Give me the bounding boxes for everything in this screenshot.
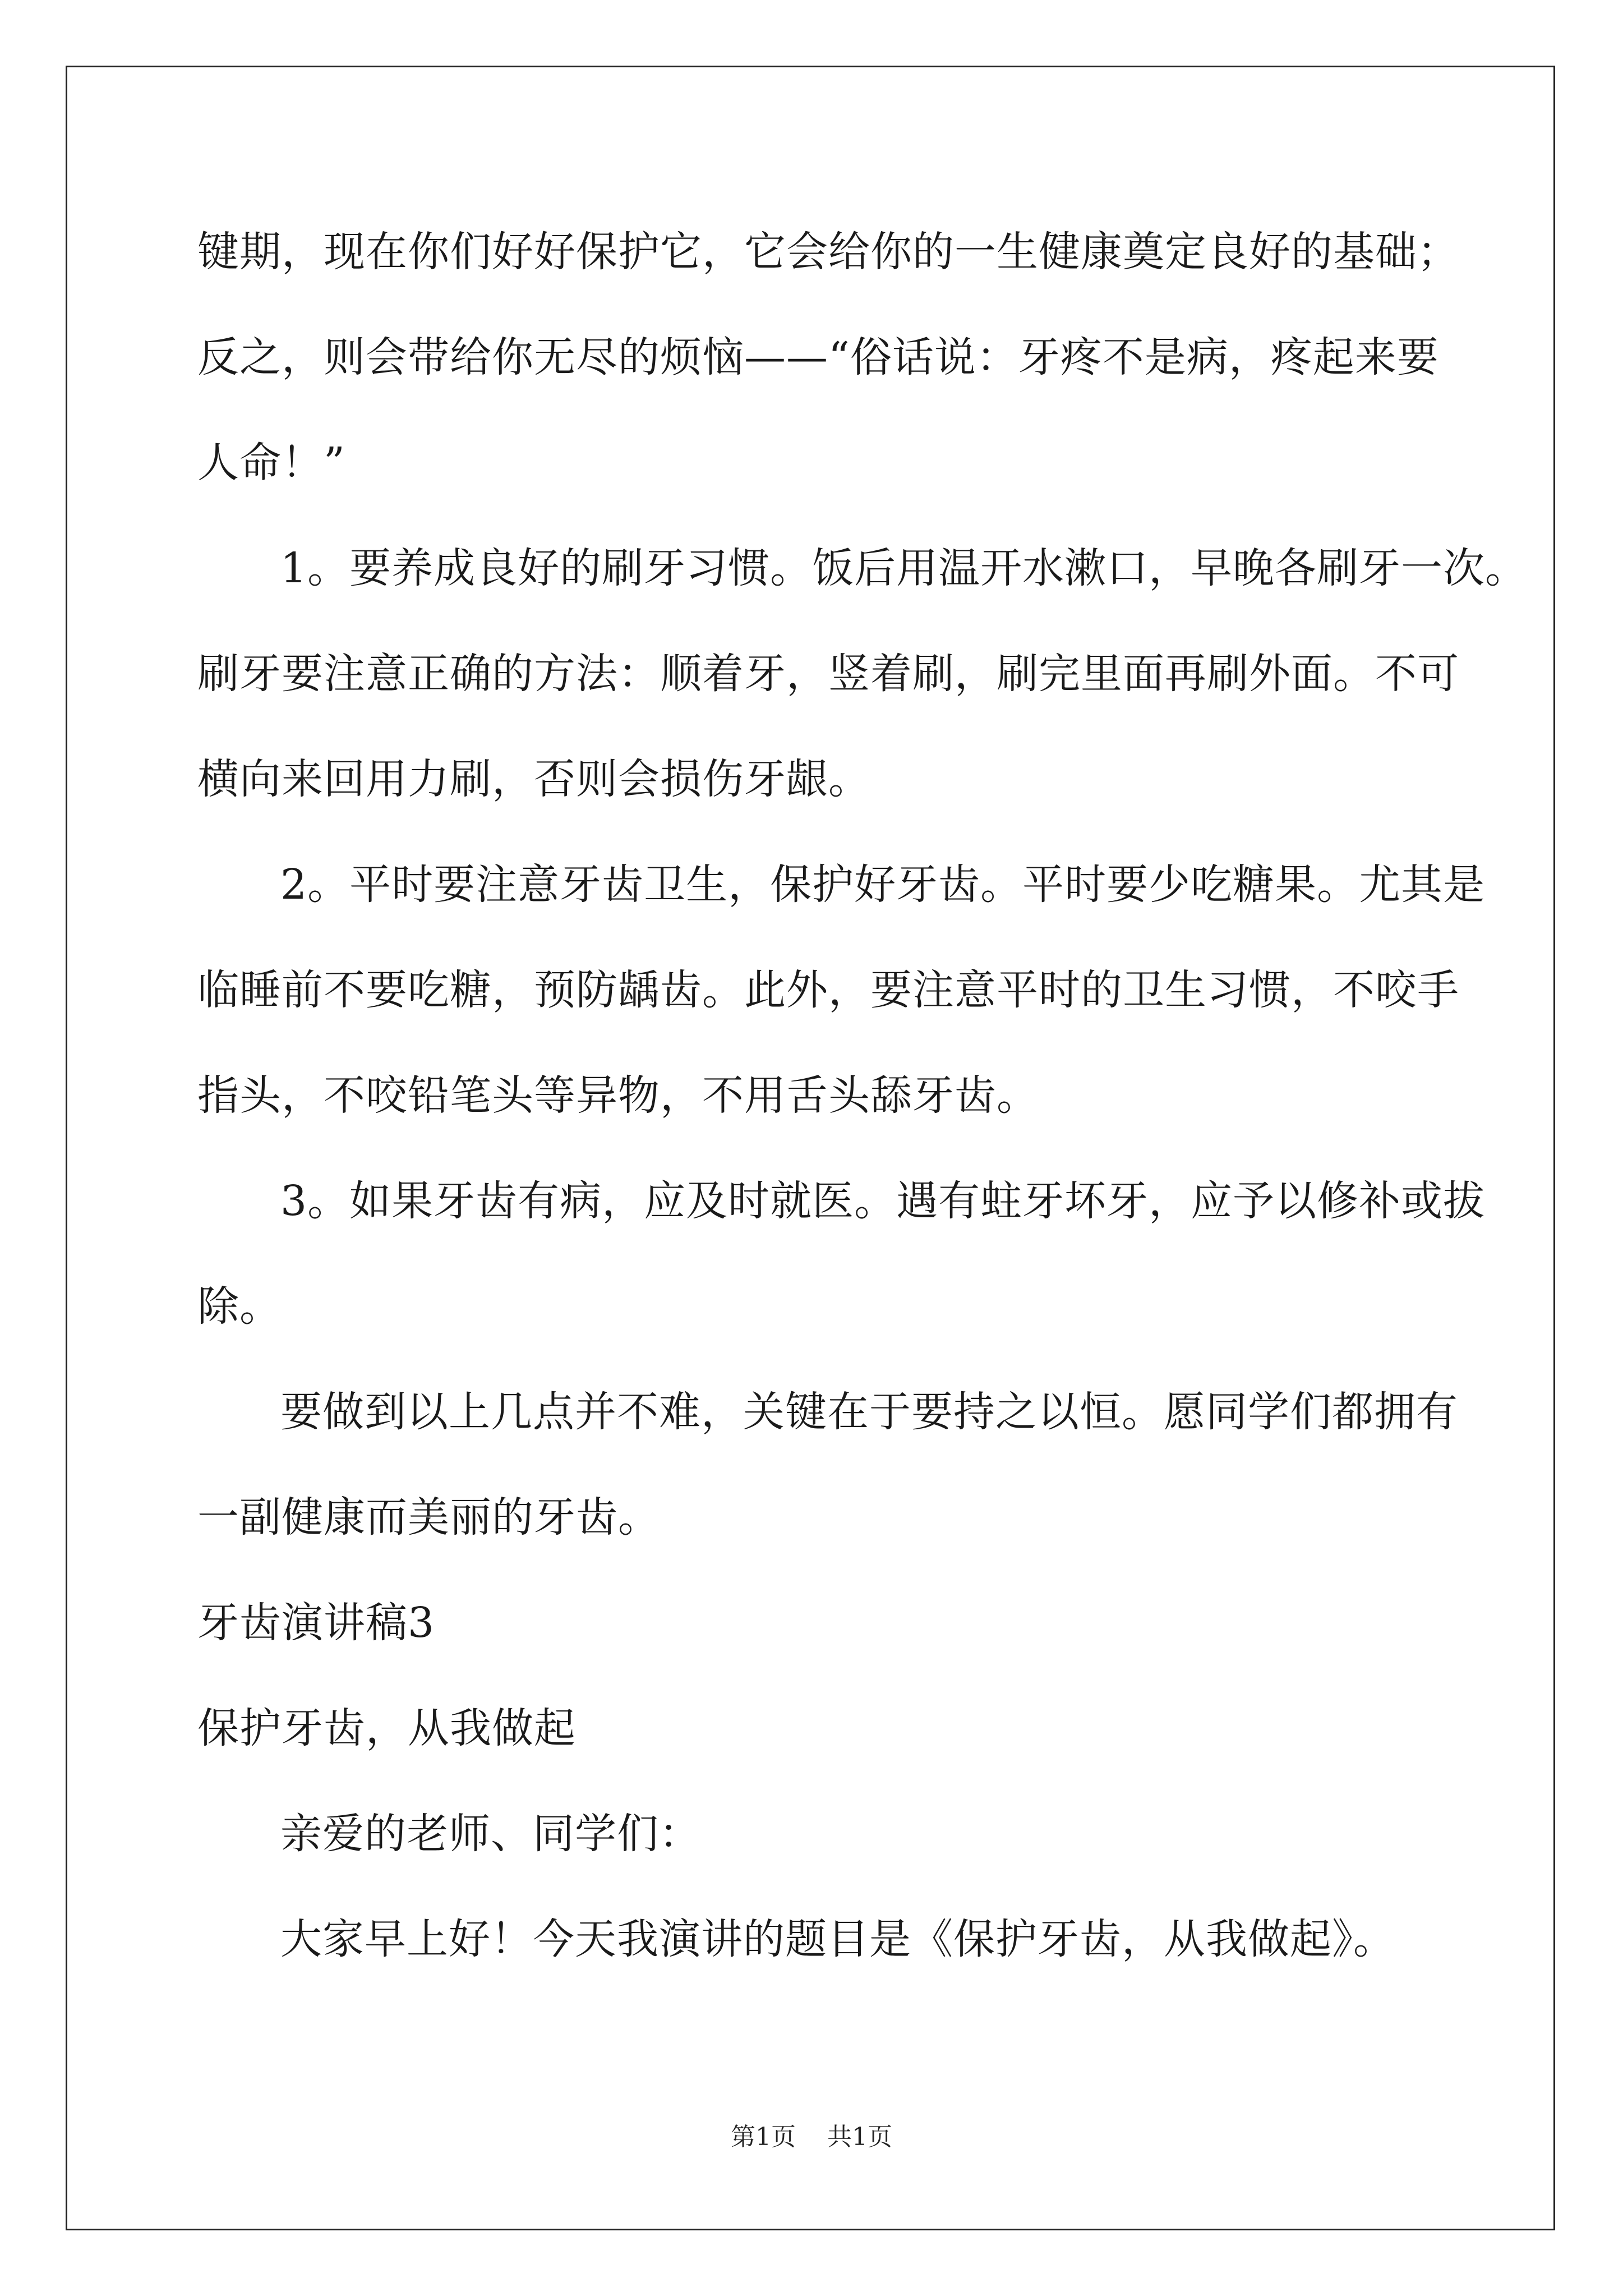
text-line-11: 除。 <box>197 1282 282 1331</box>
page-number-current: 第1页 <box>731 2123 796 2151</box>
text-line-1: 键期，现在你们好好保护它，它会给你的一生健康奠定良好的基础； <box>197 228 1459 276</box>
page-number-total: 共1页 <box>827 2123 892 2151</box>
text-line-5: 刷牙要注意正确的方法：顺着牙，竖着刷，刷完里面再刷外面。不可 <box>197 650 1459 698</box>
text-line-12: 要做到以上几点并不难，关键在于要持之以恒。愿同学们都拥有 <box>280 1388 1458 1436</box>
text-line-9: 指头，不咬铅笔头等异物，不用舌头舔牙齿。 <box>197 1071 1039 1120</box>
document-body <box>197 199 1528 1992</box>
text-line-7: 2。平时要注意牙齿卫生，保护好牙齿。平时要少吃糖果。尤其是 <box>280 861 1486 909</box>
text-line-8: 临睡前不要吃糖，预防龋齿。此外，要注意平时的卫生习惯，不咬手 <box>197 966 1459 1014</box>
text-line-4: 1。要养成良好的刷牙习惯。饭后用温开水漱口，早晚各刷牙一次。 <box>280 544 1528 592</box>
page-footer <box>0 2120 1623 2154</box>
speech-title: 保护牙齿，从我做起 <box>197 1704 576 1752</box>
text-line-2: 反之，则会带给你无尽的烦恼——“俗话说：牙疼不是病，疼起来要 <box>197 333 1439 381</box>
salutation: 亲爱的老师、同学们： <box>280 1810 701 1858</box>
text-line-17: 大家早上好！今天我演讲的题目是《保护牙齿，从我做起》。 <box>280 1915 1395 1963</box>
text-line-10: 3。如果牙齿有病，应及时就医。遇有蛀牙坏牙，应予以修补或拔 <box>280 1177 1486 1225</box>
section-heading: 牙齿演讲稿3 <box>197 1599 435 1647</box>
text-line-13: 一副健康而美丽的牙齿。 <box>197 1493 660 1542</box>
text-line-6: 横向来回用力刷，否则会损伤牙龈。 <box>197 755 870 803</box>
text-line-3: 人命！” <box>197 439 345 487</box>
